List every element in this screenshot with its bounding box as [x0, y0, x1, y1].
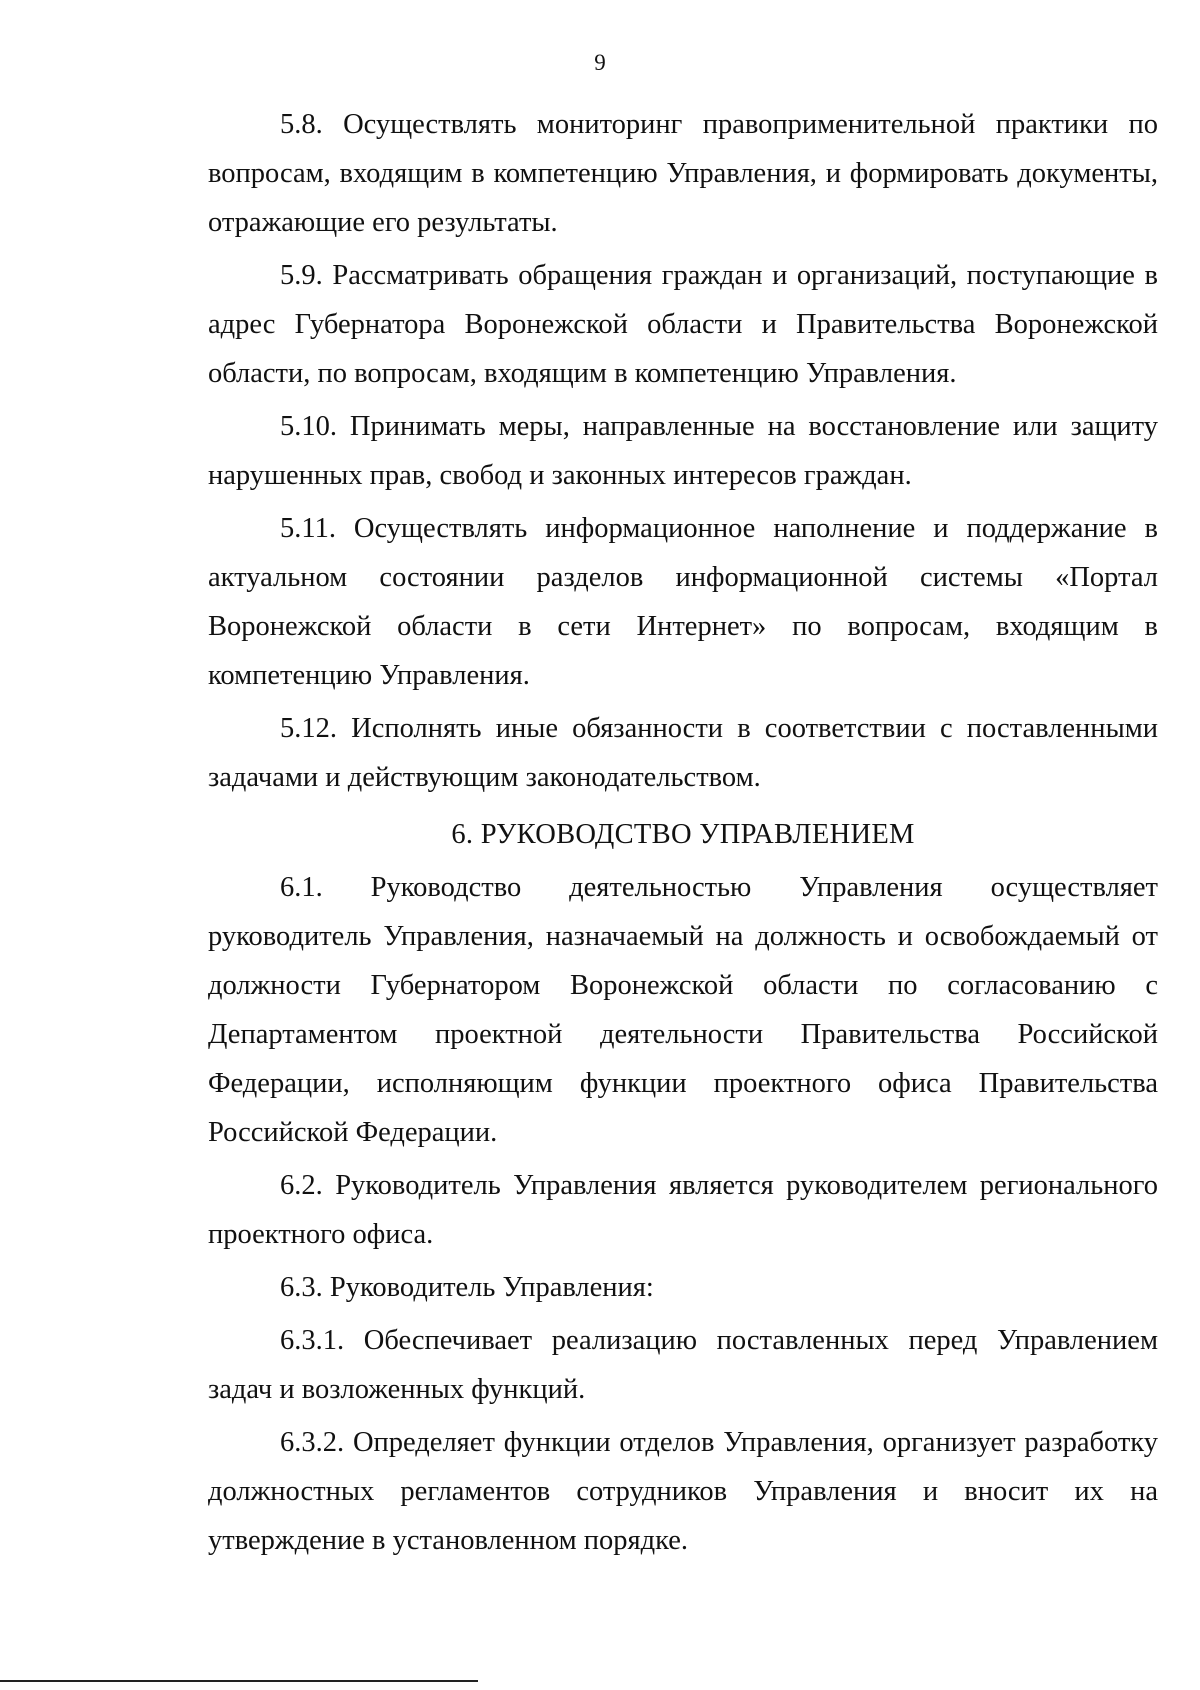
footnote-divider — [0, 1680, 478, 1682]
paragraph-5-12: 5.12. Исполнять иные обязанности в соответствии с поставленными задачами и действующим законодательством. — [208, 713, 1158, 793]
section-heading: 6. РУКОВОДСТВО УПРАВЛЕНИЕМ — [451, 819, 915, 850]
paragraph-6-1: 6.1. Руководство деятельностью Управления осуществляет руководитель Управления, назначаемый на должность и освобождаемый от должности Губернатором Воронежской области по согласованию с Департаментом проектной деятельности Правительства Российской Федерации, исполняющим функции проектного офиса Правительства Российской Федерации. — [208, 872, 1158, 1148]
paragraph-5-11: 5.11. Осуществлять информационное наполнение и поддержание в актуальном состоянии разделов информационной системы «Портал Воронежской области в сети Интернет» по вопросам, входящим в компетенцию Управления. — [208, 513, 1158, 691]
document-body — [208, 100, 1158, 1565]
paragraph-5-9: 5.9. Рассматривать обращения граждан и организаций, поступающие в адрес Губернатора Воронежской области и Правительства Воронежской области, по вопросам, входящим в компетенцию Управления. — [208, 260, 1158, 389]
paragraph-6-3-1: 6.3.1. Обеспечивает реализацию поставленных перед Управлением задач и возложенных функций. — [208, 1325, 1158, 1405]
paragraph-6-3-2: 6.3.2. Определяет функции отделов Управления, организует разработку должностных регламентов сотрудников Управления и вносит их на утверждение в установленном порядке. — [208, 1427, 1158, 1556]
paragraph-6-2: 6.2. Руководитель Управления является руководителем регионального проектного офиса. — [208, 1170, 1158, 1250]
paragraph-6-3: 6.3. Руководитель Управления: — [280, 1272, 654, 1303]
page-number: 9 — [594, 50, 606, 75]
paragraph-5-8: 5.8. Осуществлять мониторинг правоприменительной практики по вопросам, входящим в компетенцию Управления, и формировать документы, отражающие его результаты. — [208, 109, 1158, 238]
paragraph-5-10: 5.10. Принимать меры, направленные на восстановление или защиту нарушенных прав, свобод и законных интересов граждан. — [208, 411, 1158, 491]
